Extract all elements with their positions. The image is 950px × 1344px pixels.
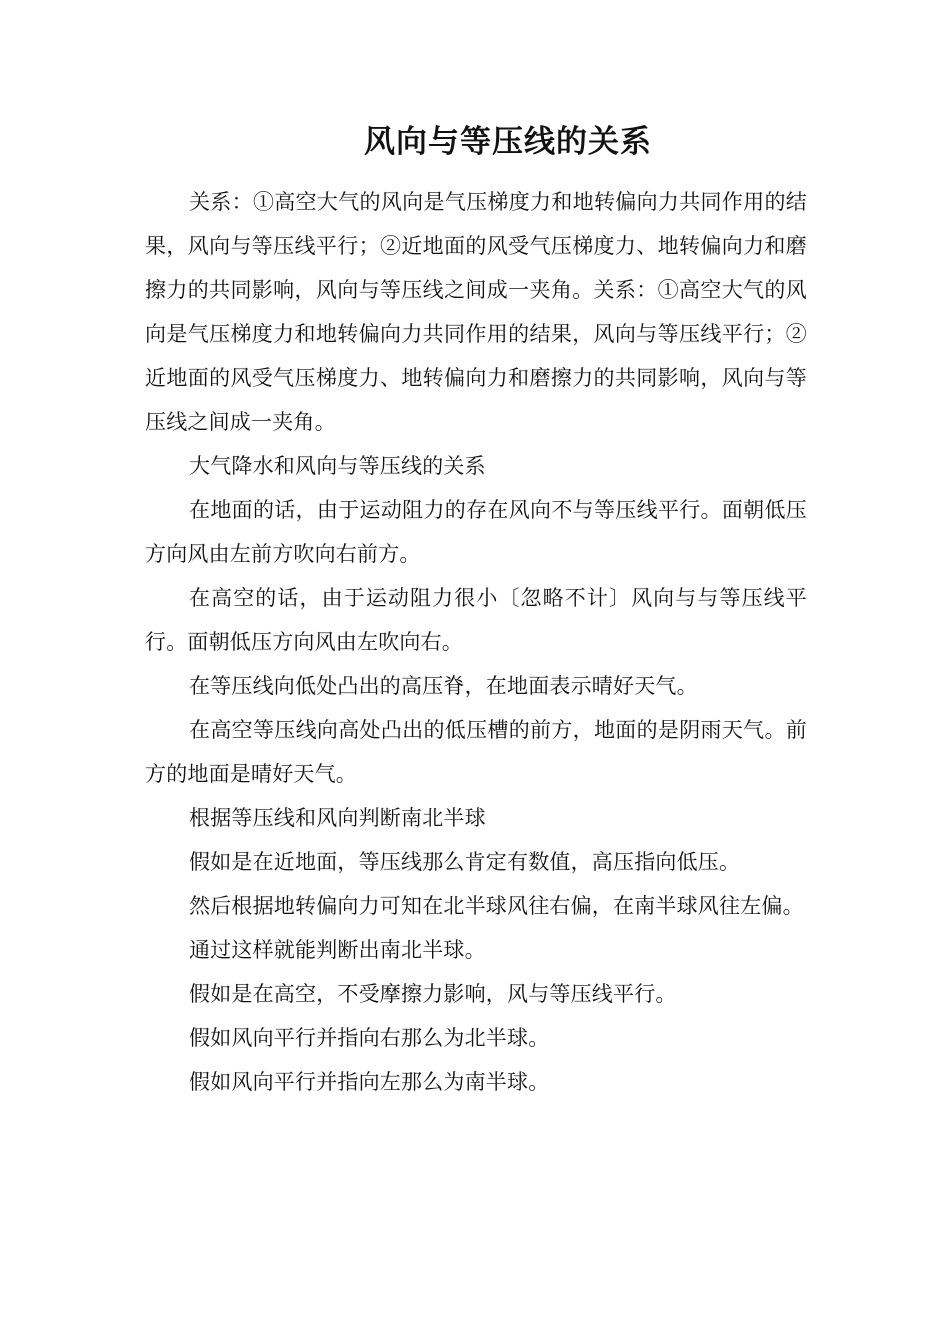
paragraph: 假如风向平行并指向左那么为南半球。: [189, 1070, 550, 1094]
document-body: [145, 180, 807, 1104]
paragraph: 在地面的话，由于运动阻力的存在风向不与等压线平行。面朝低压方向风由左前方吹向右前方。: [145, 498, 807, 566]
paragraph: 根据等压线和风向判断南北半球: [189, 806, 486, 830]
paragraph: 关系：①高空大气的风向是气压梯度力和地转偏向力共同作用的结果，风向与等压线平行；②近地面的风受气压梯度力、地转偏向力和磨擦力的共同影响，风向与等压线之间成一夹角。关系：①高空大气的风向是气压梯度力和地转偏向力共同作用的结果，风向与等压线平行；②近地面的风受气压梯度力、地转偏向力和磨擦力的共同影响，风向与等压线之间成一夹角。: [145, 190, 807, 434]
paragraph: 在高空的话，由于运动阻力很小〔忽略不计〕风向与与等压线平行。面朝低压方向风由左吹向右。: [145, 586, 807, 654]
document-title: 风向与等压线的关系: [364, 124, 652, 160]
paragraph: 假如风向平行并指向右那么为北半球。: [189, 1026, 550, 1050]
paragraph: 通过这样就能判断出南北半球。: [189, 938, 486, 962]
paragraph: 然后根据地转偏向力可知在北半球风往右偏，在南半球风往左偏。: [189, 894, 804, 918]
paragraph: 在等压线向低处凸出的高压脊，在地面表示晴好天气。: [189, 674, 698, 698]
paragraph: 假如是在近地面，等压线那么肯定有数值，高压指向低压。: [189, 850, 741, 874]
paragraph: 大气降水和风向与等压线的关系: [189, 454, 486, 478]
paragraph: 在高空等压线向高处凸出的低压槽的前方，地面的是阴雨天气。前方的地面是晴好天气。: [145, 718, 807, 786]
paragraph: 假如是在高空，不受摩擦力影响，风与等压线平行。: [189, 982, 677, 1006]
